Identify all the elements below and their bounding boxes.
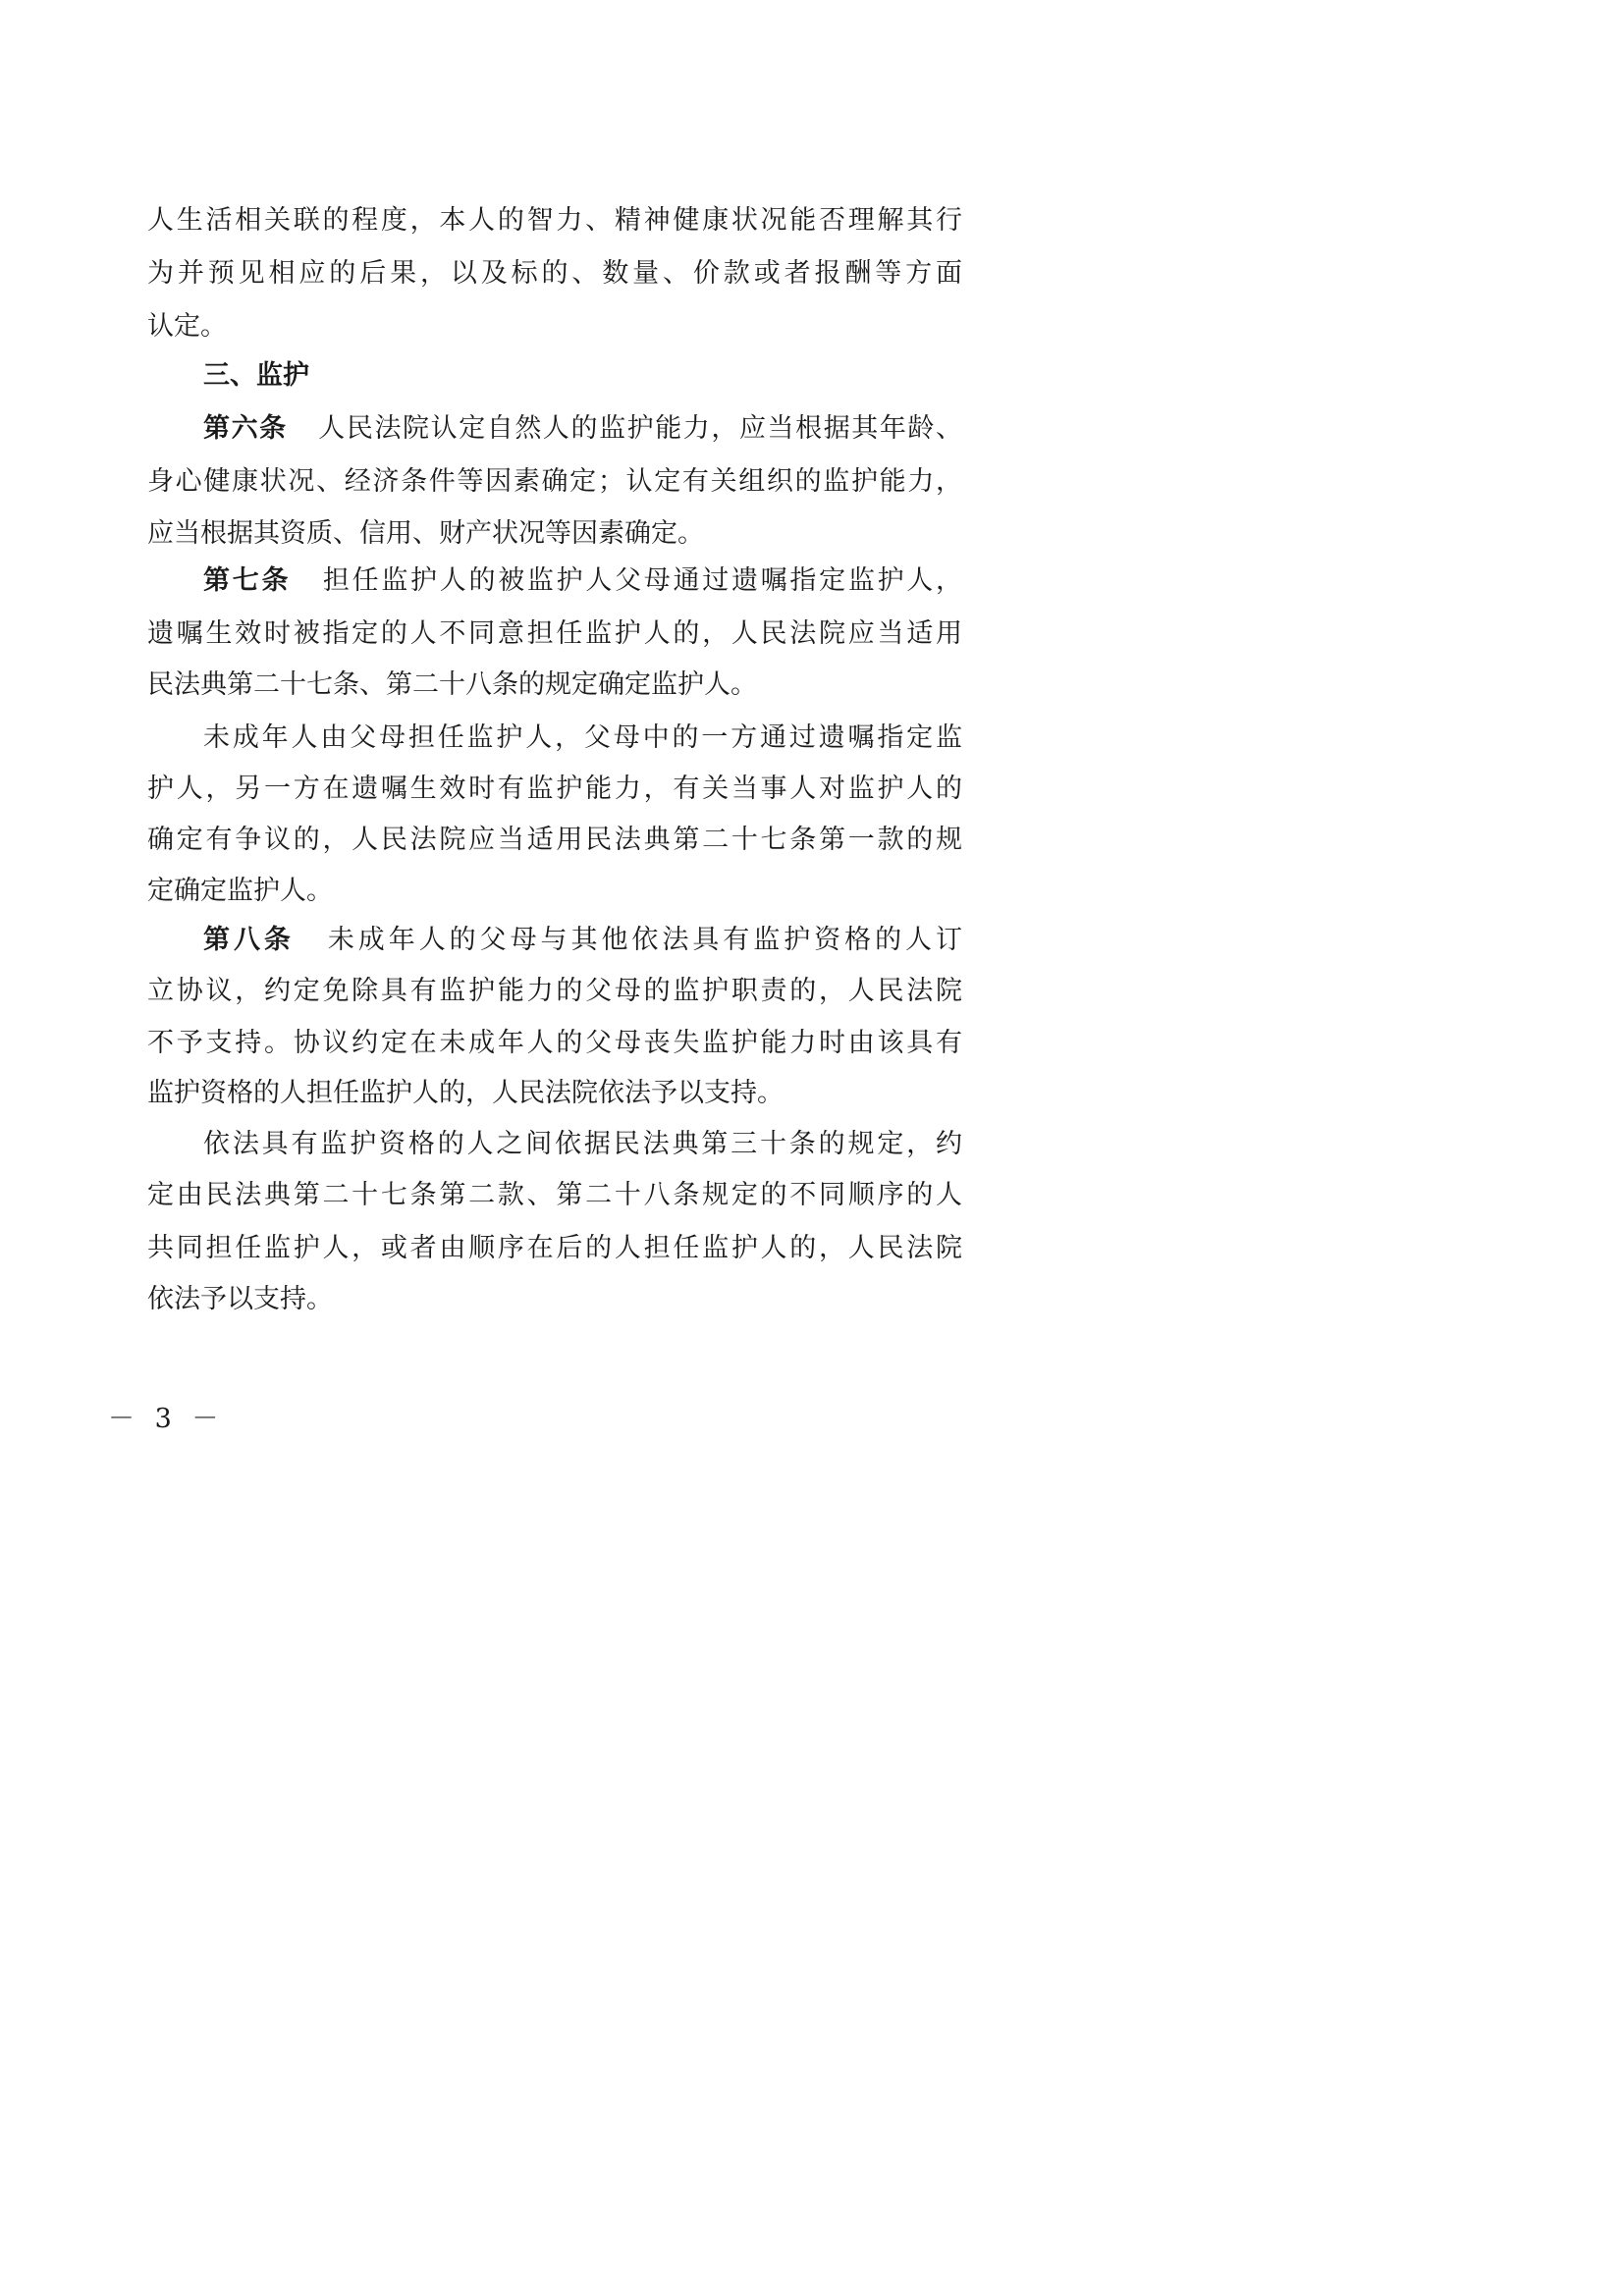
paragraph-line: 民法典第二十七条、第二十八条的规定确定监护人。	[147, 669, 757, 700]
article-7-label: 第七条	[203, 565, 292, 596]
paragraph-line: 认定。	[147, 311, 227, 342]
paragraph-line: 应当根据其资质、信用、财产状况等因素确定。	[147, 518, 704, 549]
article-6-text: 人民法院认定自然人的监护能力，应当根据其年龄、	[316, 413, 963, 444]
paragraph-line: 护人，另一方在遗嘱生效时有监护能力，有关当事人对监护人的	[147, 774, 962, 804]
paragraph-line: 立协议，约定免除具有监护能力的父母的监护职责的，人民法院	[147, 976, 962, 1006]
article-8-label: 第八条	[203, 925, 295, 955]
paragraph-line: 依法具有监护资格的人之间依据民法典第三十条的规定，约	[203, 1129, 962, 1159]
paragraph-line: 定由民法典第二十七条第二款、第二十八条规定的不同顺序的人	[147, 1180, 962, 1210]
paragraph-line: 为并预见相应的后果，以及标的、数量、价款或者报酬等方面	[147, 258, 962, 289]
paragraph-line: 人生活相关联的程度，本人的智力、精神健康状况能否理解其行	[147, 205, 962, 236]
section-heading: 三、监护	[203, 360, 309, 391]
paragraph-line: 不予支持。协议约定在未成年人的父母丧失监护能力时由该具有	[147, 1028, 962, 1058]
paragraph-line: 监护资格的人担任监护人的，人民法院依法予以支持。	[147, 1078, 784, 1108]
document-page	[0, 0, 1082, 1530]
article-6-label: 第六条	[203, 413, 288, 444]
article-8-first-line	[203, 914, 962, 967]
article-8-text: 未成年人的父母与其他依法具有监护资格的人订	[323, 925, 962, 955]
paragraph-line: 确定有争议的，人民法院应当适用民法典第二十七条第一款的规	[147, 825, 962, 855]
page-number: － 3 －	[108, 1404, 225, 1434]
paragraph-line: 共同担任监护人，或者由顺序在后的人担任监护人的，人民法院	[147, 1233, 962, 1263]
paragraph-line: 未成年人由父母担任监护人，父母中的一方通过遗嘱指定监	[203, 722, 962, 753]
paragraph-line: 依法予以支持。	[147, 1284, 333, 1314]
article-7-text: 担任监护人的被监护人父母通过遗嘱指定监护人，	[320, 565, 963, 596]
article-6-first-line	[203, 402, 962, 455]
paragraph-line: 身心健康状况、经济条件等因素确定；认定有关组织的监护能力，	[147, 466, 962, 497]
paragraph-line: 遗嘱生效时被指定的人不同意担任监护人的，人民法院应当适用	[147, 618, 962, 649]
paragraph-line: 定确定监护人。	[147, 876, 333, 906]
article-7-first-line	[203, 555, 962, 608]
